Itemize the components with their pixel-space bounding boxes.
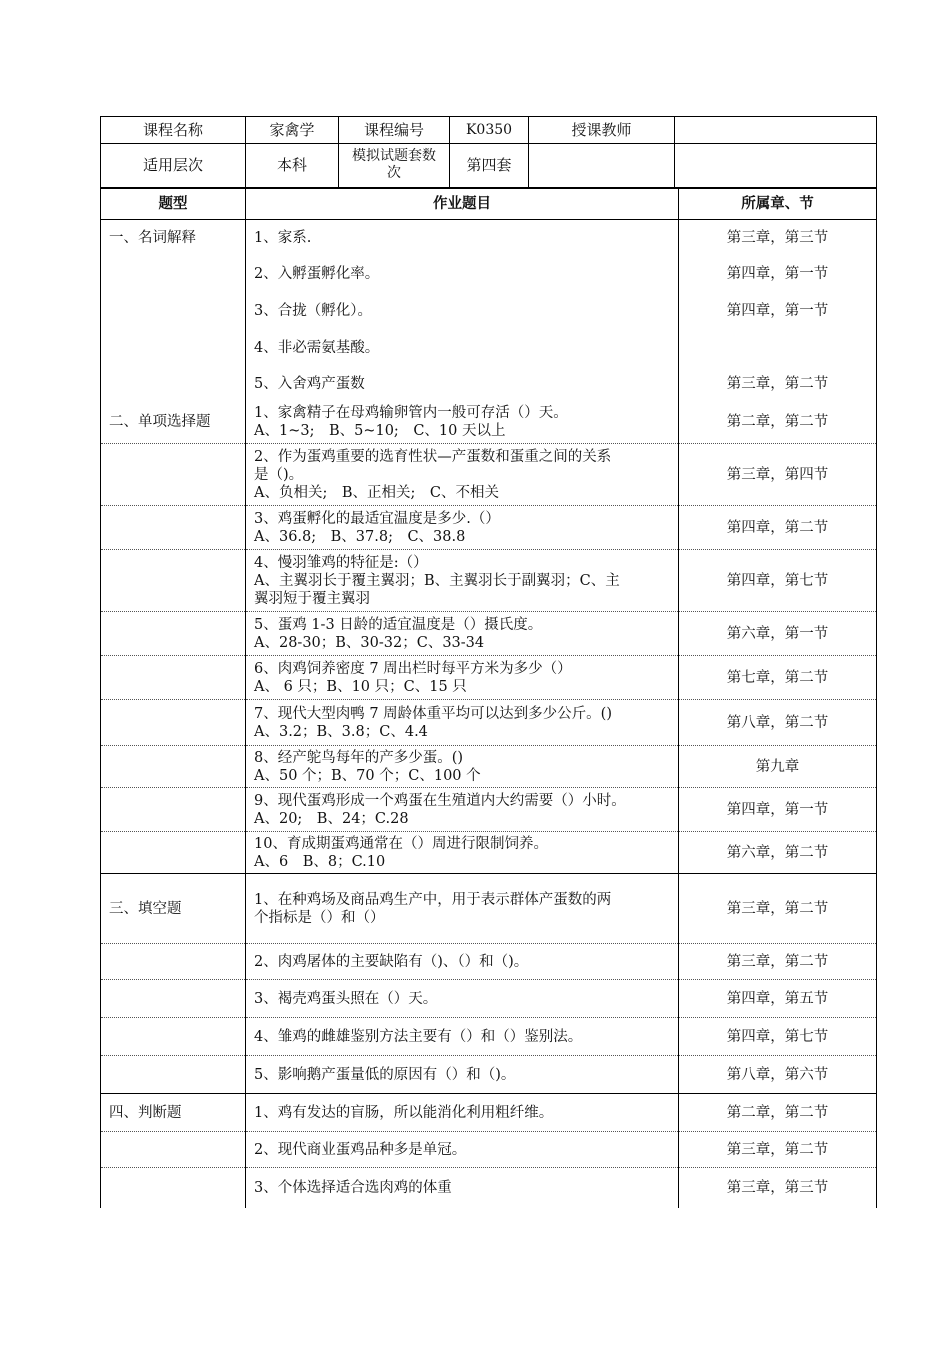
question-line: 6、肉鸡饲养密度 7 周出栏时每平方米为多少（） [254, 660, 572, 677]
table-row [101, 1018, 877, 1056]
question-text [246, 444, 679, 506]
question-line: A、50 个；B、70 个；C、100 个 [254, 767, 481, 784]
question-line: A、1~3; B、5~10; C、10 天以上 [254, 423, 506, 440]
question-type [101, 612, 246, 656]
question-line: 2、作为蛋鸡重要的选育性状—产蛋数和蛋重之间的关系 [254, 448, 612, 465]
chapter-section: 第四章，第一节 [679, 256, 877, 292]
question-line: A、6 B、8；C.10 [254, 853, 386, 870]
chapter-section: 第二章，第二节 [679, 1094, 877, 1132]
question-line: A、3.2；B、3.8；C、4.4 [254, 723, 428, 740]
question-type [101, 256, 246, 292]
chapter-section: 第四章，第一节 [679, 292, 877, 330]
question-line: 3、鸡蛋孵化的最适宜温度是多少.（） [254, 510, 500, 527]
table-row [101, 1132, 877, 1168]
question-text [246, 366, 679, 402]
chapter-section: 第三章，第四节 [679, 444, 877, 506]
question-text [246, 944, 679, 980]
table-row [101, 550, 877, 612]
question-line: 5、蛋鸡 1-3 日龄的适宜温度是（）摄氏度。 [254, 616, 543, 633]
question-line: 2、肉鸡屠体的主要缺陷有（)、（）和（)。 [254, 953, 529, 970]
table-row [101, 788, 877, 832]
question-type [101, 746, 246, 788]
chapter-section: 第四章，第五节 [679, 980, 877, 1018]
chapter-section: 第九章 [679, 746, 877, 788]
question-text [246, 656, 679, 700]
table-row [101, 746, 877, 788]
question-text [246, 292, 679, 330]
chapter-section: 第八章，第六节 [679, 1056, 877, 1094]
chapter-section: 第三章，第二节 [679, 366, 877, 402]
question-line: 是（)。 [254, 466, 304, 483]
question-type [101, 550, 246, 612]
question-line: 3、褐壳鸡蛋头照在（）天。 [254, 990, 438, 1007]
question-text [246, 700, 679, 746]
question-line: 9、现代蛋鸡形成一个鸡蛋在生殖道内大约需要（）小时。 [254, 792, 626, 809]
column-type-header: 题型 [101, 189, 246, 220]
table-row [101, 944, 877, 980]
question-type [101, 788, 246, 832]
question-text [246, 1018, 679, 1056]
question-type [101, 832, 246, 874]
table-row [101, 700, 877, 746]
question-text [246, 1094, 679, 1132]
table-row [101, 330, 877, 366]
question-text [246, 1056, 679, 1094]
table-row [101, 1168, 877, 1208]
question-line: A、36.8; B、37.8; C、38.8 [254, 528, 466, 545]
header-row-2 [101, 144, 877, 188]
question-line: 个指标是（）和（） [254, 909, 385, 926]
chapter-section: 第八章，第二节 [679, 700, 877, 746]
course-name-label: 课程名称 [101, 117, 246, 144]
question-text [246, 1132, 679, 1168]
question-line: 1、家系. [254, 229, 312, 246]
question-type [101, 1168, 246, 1208]
question-line: A、负相关; B、正相关; C、不相关 [254, 484, 499, 501]
set-label: 模拟试题套数次 [339, 144, 450, 188]
question-line: 2、现代商业蛋鸡品种多是单冠。 [254, 1141, 467, 1158]
question-text [246, 874, 679, 944]
exam-sheet [100, 116, 876, 1208]
question-type: 二、单项选择题 [101, 402, 246, 444]
table-row [101, 220, 877, 256]
level-value: 本科 [246, 144, 339, 188]
table-row [101, 832, 877, 874]
chapter-section: 第二章，第二节 [679, 402, 877, 444]
table-row [101, 506, 877, 550]
question-line: 5、影响鹅产蛋量低的原因有（）和（)。 [254, 1066, 516, 1083]
question-type [101, 366, 246, 402]
question-line: 4、非必需氨基酸。 [254, 339, 380, 356]
table-row [101, 256, 877, 292]
question-line: 4、慢羽雏鸡的特征是:（） [254, 554, 428, 571]
question-type [101, 444, 246, 506]
chapter-section: 第三章，第二节 [679, 874, 877, 944]
level-label: 适用层次 [101, 144, 246, 188]
question-line: A、主翼羽长于覆主翼羽；B、主翼羽长于副翼羽；C、主 [254, 572, 620, 589]
question-type: 三、填空题 [101, 874, 246, 944]
course-code-label: 课程编号 [339, 117, 450, 144]
column-header-row [101, 189, 877, 220]
question-line: 4、雏鸡的雌雄鉴别方法主要有（）和（）鉴别法。 [254, 1028, 583, 1045]
question-text [246, 506, 679, 550]
question-line: 3、个体选择适合选肉鸡的体重 [254, 1179, 452, 1196]
table-row [101, 402, 877, 444]
table-row [101, 1056, 877, 1094]
header-empty-2 [675, 144, 877, 188]
question-type [101, 1018, 246, 1056]
question-text [246, 402, 679, 444]
question-line: 7、现代大型肉鸭 7 周龄体重平均可以达到多少公斤。() [254, 705, 612, 722]
chapter-section: 第四章，第二节 [679, 506, 877, 550]
chapter-section: 第三章，第二节 [679, 944, 877, 980]
question-table [100, 189, 877, 1208]
table-row [101, 612, 877, 656]
chapter-section: 第四章，第一节 [679, 788, 877, 832]
question-text [246, 832, 679, 874]
chapter-section: 第四章，第七节 [679, 1018, 877, 1056]
question-type [101, 292, 246, 330]
table-row [101, 444, 877, 506]
table-row [101, 366, 877, 402]
chapter-section: 第六章，第二节 [679, 832, 877, 874]
question-line: 10、育成期蛋鸡通常在（）周进行限制饲养。 [254, 835, 548, 852]
question-text [246, 746, 679, 788]
question-text [246, 220, 679, 256]
header-row-1 [101, 117, 877, 144]
question-line: A、20; B、24；C.28 [254, 810, 409, 827]
table-row [101, 980, 877, 1018]
chapter-section: 第三章，第二节 [679, 1132, 877, 1168]
question-type [101, 656, 246, 700]
question-line: 2、入孵蛋孵化率。 [254, 265, 380, 282]
question-line: A、28-30；B、30-32；C、33-34 [254, 634, 485, 651]
question-line: 1、家禽精子在母鸡输卵管内一般可存活（）天。 [254, 405, 568, 422]
question-type [101, 700, 246, 746]
question-type [101, 980, 246, 1018]
question-type [101, 330, 246, 366]
table-row [101, 292, 877, 330]
question-type [101, 944, 246, 980]
question-line: 8、经产鸵鸟每年的产多少蛋。() [254, 749, 464, 766]
question-rows [101, 220, 877, 1208]
question-type: 四、判断题 [101, 1094, 246, 1132]
course-code-value: K0350 [450, 117, 529, 144]
chapter-section: 第六章，第一节 [679, 612, 877, 656]
teacher-label: 授课教师 [529, 117, 675, 144]
question-text [246, 788, 679, 832]
header-table [100, 116, 877, 189]
header-empty-1 [529, 144, 675, 188]
question-type [101, 1132, 246, 1168]
column-question-header: 作业题目 [246, 189, 679, 220]
question-type: 一、名词解释 [101, 220, 246, 256]
chapter-section: 第四章，第七节 [679, 550, 877, 612]
question-type [101, 1056, 246, 1094]
question-line: 1、在种鸡场及商品鸡生产中，用于表示群体产蛋数的两 [254, 891, 612, 908]
table-row [101, 656, 877, 700]
chapter-section: 第三章，第三节 [679, 220, 877, 256]
chapter-section: 第七章，第二节 [679, 656, 877, 700]
question-line: 3、合拢（孵化）。 [254, 302, 372, 319]
question-type [101, 506, 246, 550]
chapter-section [679, 330, 877, 366]
question-text [246, 1168, 679, 1208]
question-line: 1、鸡有发达的盲肠，所以能消化利用粗纤维。 [254, 1104, 554, 1121]
table-row [101, 874, 877, 944]
table-row [101, 1094, 877, 1132]
column-chapter-header: 所属章、节 [679, 189, 877, 220]
course-name-value: 家禽学 [246, 117, 339, 144]
question-text [246, 256, 679, 292]
set-value: 第四套 [450, 144, 529, 188]
question-line: 翼羽短于覆主翼羽 [254, 590, 370, 607]
question-text [246, 980, 679, 1018]
question-line: 5、入舍鸡产蛋数 [254, 375, 365, 392]
question-text [246, 330, 679, 366]
teacher-value [675, 117, 877, 144]
question-text [246, 612, 679, 656]
chapter-section: 第三章，第三节 [679, 1168, 877, 1208]
question-text [246, 550, 679, 612]
question-line: A、 6 只；B、10 只；C、15 只 [254, 678, 467, 695]
